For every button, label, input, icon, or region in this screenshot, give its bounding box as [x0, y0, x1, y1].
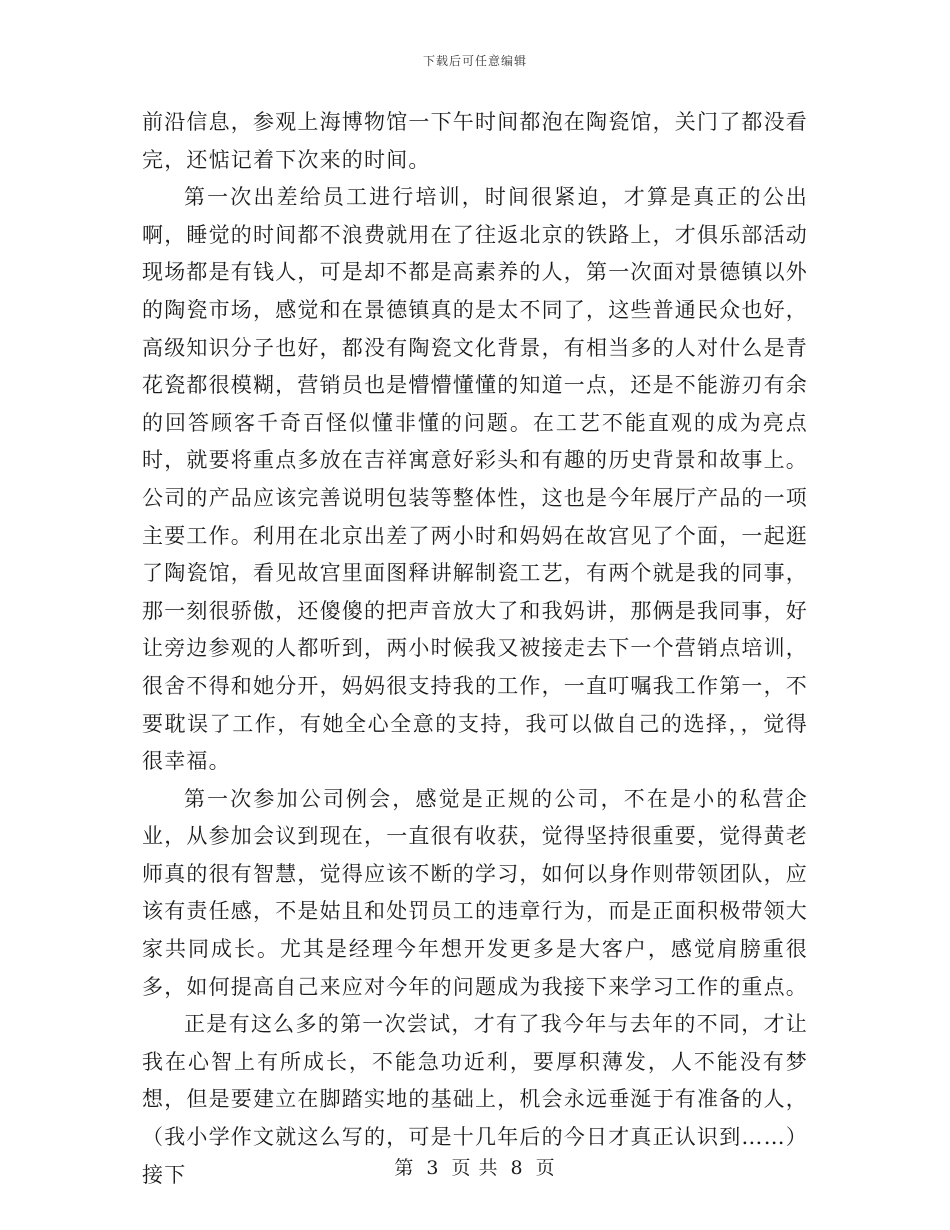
footer-middle: 页 共 [451, 1157, 499, 1179]
footer-prefix: 第 [394, 1157, 415, 1179]
paragraph-company-meeting: 第一次参加公司例会，感觉是正规的公司，不在是小的私营企业，从参加会议到现在，一直很有收获，觉得坚持很重要，觉得黄老师真的很有智慧，觉得应该不断的学习，如何以身作则带领团队，应该有责任感，不是姑且和处罚员工的违章行为，而是正面积极带领大家共同成长。尤其是经理今年想开发更多是大客户，感觉肩膀重很多，如何提高自己来应对今年的问题成为我接下来学习工作的重点。 [142, 786, 808, 999]
footer-total-pages: 8 [510, 1157, 524, 1179]
page-header: 下载后可任意编辑 [422, 54, 527, 68]
paragraph-conclusion: 正是有这么多的第一次尝试，才有了我今年与去年的不同，才让我在心智上有所成长，不能急功近利，要厚积薄发，人不能没有梦想，但是要建立在脚踏实地的基础上，机会永远垂涎于有准备的人，（我小学作文就这么写的，可是十几年后的今日才真正认识到……）接下 [142, 1012, 808, 1187]
footer-current-page: 3 [426, 1157, 440, 1179]
page-footer [0, 1153, 950, 1180]
footer-suffix: 页 [535, 1157, 556, 1179]
paragraph-continuation: 前沿信息，参观上海博物馆一下午时间都泡在陶瓷馆，关门了都没看完，还惦记着下次来的时间。 [142, 110, 808, 172]
paragraph-business-trip: 第一次出差给员工进行培训，时间很紧迫，才算是真正的公出啊，睡觉的时间都不浪费就用在了往返北京的铁路上，才俱乐部活动现场都是有钱人，可是却不都是高素养的人，第一次面对景德镇以外的陶瓷市场，感觉和在景德镇真的是太不同了，这些普通民众也好，高级知识分子也好，都没有陶瓷文化背景，有相当多的人对什么是青花瓷都很模糊，营销员也是懵懵懂懂的知道一点，还是不能游刃有余的回答顾客千奇百怪似懂非懂的问题。在工艺不能直观的成为亮点时，就要将重点多放在吉祥寓意好彩头和有趣的历史背景和故事上。公司的产品应该完善说明包装等整体性，这也是今年展厅产品的一项主要工作。利用在北京出差了两小时和妈妈在故宫见了个面，一起逛了陶瓷馆，看见故宫里面图释讲解制瓷工艺，有两个就是我的同事，那一刻很骄傲，还傻傻的把声音放大了和我妈讲，那俩是我同事，好让旁边参观的人都听到，两小时候我又被接走去下一个营销点培训，很舍不得和她分开，妈妈很支持我的工作，一直叮嘱我工作第一，不要耽误了工作，有她全心全意的支持，我可以做自己的选择，，觉得很幸福。 [142, 185, 808, 774]
document-body [142, 104, 808, 1194]
